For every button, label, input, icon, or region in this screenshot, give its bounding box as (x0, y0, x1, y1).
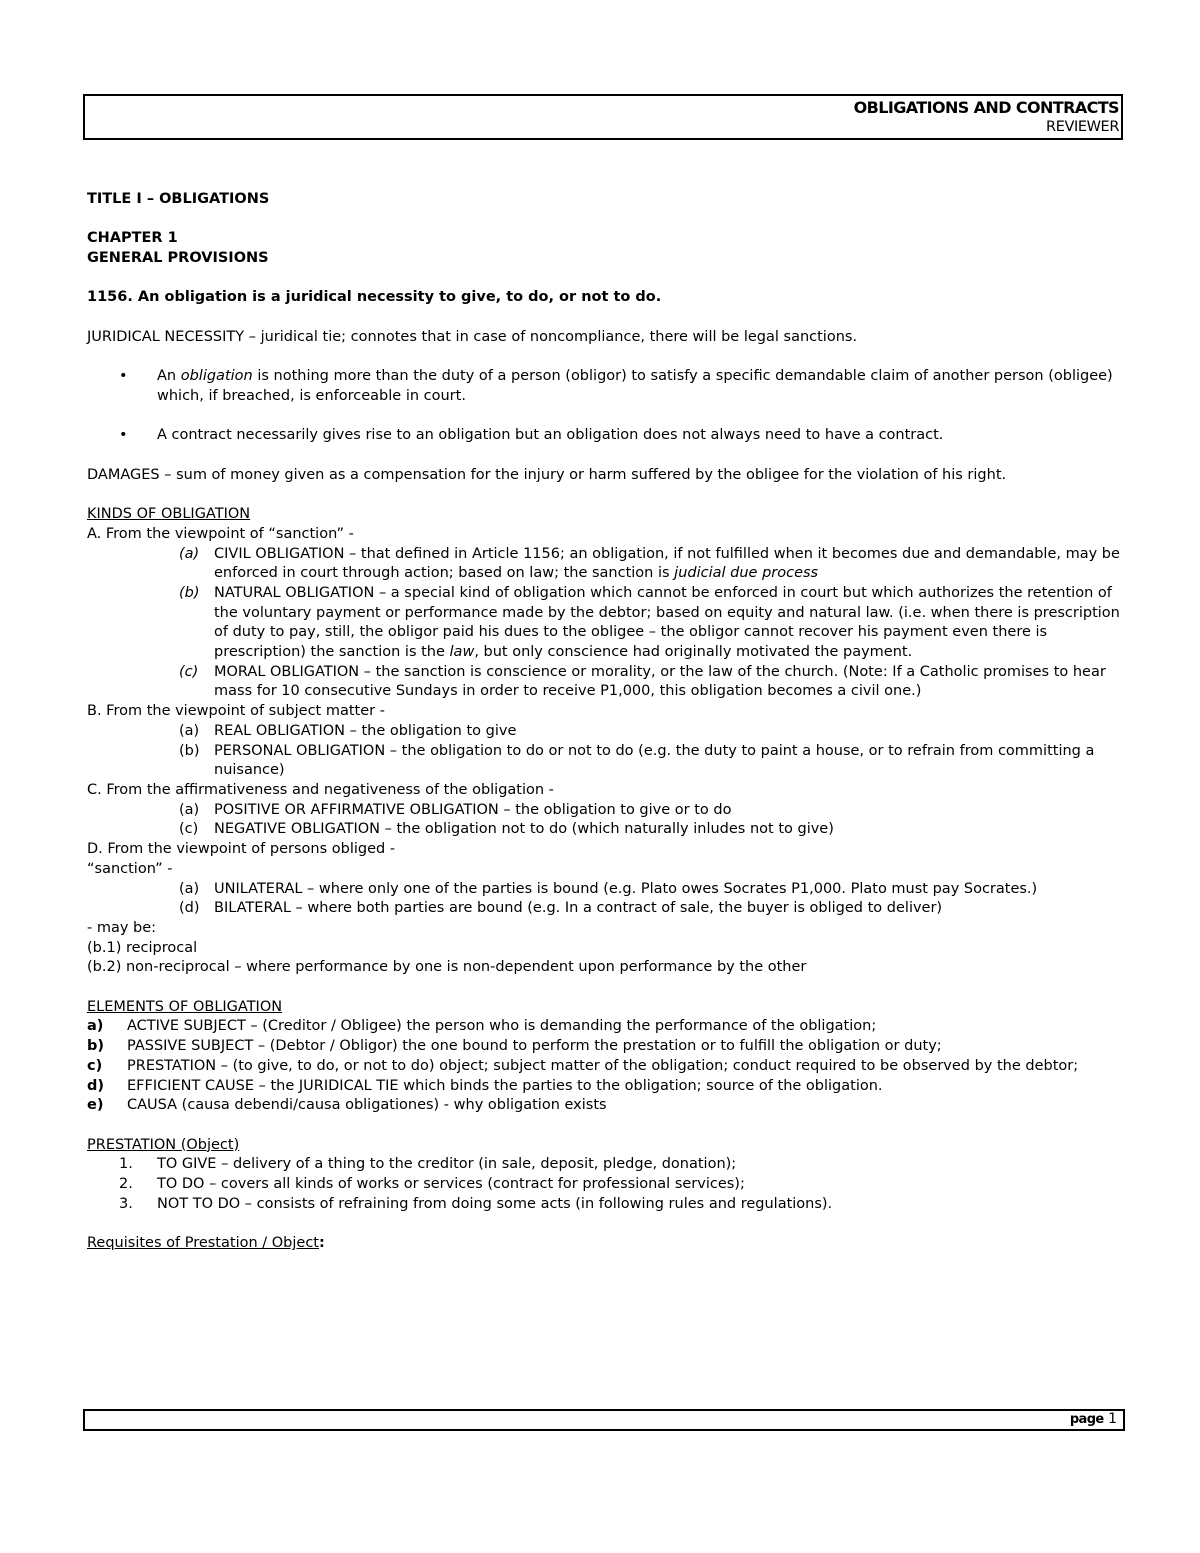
kinds-item: (b) PERSONAL OBLIGATION – the obligation to do or not to do (e.g. the duty to paint a house, or to refrain from committing a nuisance) (179, 742, 1095, 779)
kinds-b-heading: B. From the viewpoint of subject matter - (87, 703, 385, 720)
non-reciprocal-line: (b.2) non-reciprocal – where performance by one is non-dependent upon performance by the other (87, 959, 807, 976)
kinds-c-heading: C. From the affirmativeness and negativeness of the obligation - (87, 781, 554, 798)
chapter-heading: CHAPTER 1 (87, 230, 178, 247)
element-item: e) CAUSA (causa debendi/causa obligationes) - why obligation exists (87, 1097, 607, 1114)
chapter-name: GENERAL PROVISIONS (87, 250, 269, 267)
bullet-item: • A contract necessarily gives rise to an obligation but an obligation does not always need to have a contract. (87, 426, 1127, 446)
prestation-item: 1. TO GIVE – delivery of a thing to the creditor (in sale, deposit, pledge, donation); (119, 1156, 737, 1173)
kinds-d-heading: D. From the viewpoint of persons obliged - (87, 841, 396, 858)
bullet-icon: • (119, 427, 128, 444)
element-item: c) PRESTATION – (to give, to do, or not to do) object; subject matter of the obligation; conduct required to be observed by the debtor; (87, 1057, 1079, 1074)
kinds-heading: KINDS OF OBLIGATION (87, 506, 251, 523)
element-item: a) ACTIVE SUBJECT – (Creditor / Obligee) the person who is demanding the performance of the obligation; (87, 1018, 877, 1035)
damages-definition: DAMAGES – sum of money given as a compensation for the injury or harm suffered by the obligee for the violation of his right. (87, 466, 1007, 483)
document-subtitle: REVIEWER (1046, 119, 1119, 135)
prestation-heading: PRESTATION (Object) (87, 1136, 240, 1153)
kinds-item: (b) NATURAL OBLIGATION – a special kind of obligation which cannot be enforced in court but which authorizes the retention of the voluntary payment or performance made by the debtor; based on equity and natural law. (i.e. when there is prescription of duty to pay, still, the obligor paid his dues to the obligee – the obligor cannot recover his payment even there is prescription) the sanction is the law, but only conscience had originally motivated the payment. (179, 584, 1120, 661)
document-title: OBLIGATIONS AND CONTRACTS (853, 98, 1119, 117)
prestation-item: 2. TO DO – covers all kinds of works or services (contract for professional services); (119, 1176, 745, 1193)
elements-heading: ELEMENTS OF OBLIGATION (87, 998, 283, 1015)
title-heading: TITLE I – OBLIGATIONS (87, 191, 270, 207)
page-number: page 1 (1069, 1411, 1117, 1427)
bullet-icon: • (119, 368, 128, 385)
may-be-line: - may be: (87, 919, 157, 936)
kinds-item: (c) NEGATIVE OBLIGATION – the obligation not to do (which naturally inludes not to give) (179, 821, 834, 838)
kinds-item: (a) CIVIL OBLIGATION – that defined in Article 1156; an obligation, if not fulfilled when it becomes due and demandable, may be enforced in court through action; based on law; the sanction is judicial due process (179, 545, 1120, 582)
kinds-item: (a) REAL OBLIGATION – the obligation to give (179, 722, 517, 739)
kinds-item: (c) MORAL OBLIGATION – the sanction is conscience or morality, or the law of the church. (Note: If a Catholic promises to hear mass for 10 consecutive Sundays in order to receive P1,000, this obligation becomes a civil one.) (179, 663, 1106, 700)
element-item: d) EFFICIENT CAUSE – the JURIDICAL TIE which binds the parties to the obligation; source of the obligation. (87, 1077, 883, 1094)
juridical-necessity-definition: JURIDICAL NECESSITY – juridical tie; connotes that in case of noncompliance, there will be legal sanctions. (87, 328, 858, 345)
kinds-item: (a) UNILATERAL – where only one of the parties is bound (e.g. Plato owes Socrates P1,000. Plato must pay Socrates.) (179, 880, 1038, 897)
kinds-item: (a) POSITIVE OR AFFIRMATIVE OBLIGATION – the obligation to give or to do (179, 801, 732, 818)
footer-box (83, 1409, 1125, 1431)
element-item: b) PASSIVE SUBJECT – (Debtor / Obligor) the one bound to perform the prestation or to fulfill the obligation or duty; (87, 1038, 942, 1055)
kinds-item: (d) BILATERAL – where both parties are bound (e.g. In a contract of sale, the buyer is obliged to deliver) (179, 900, 943, 917)
prestation-item: 3. NOT TO DO – consists of refraining from doing some acts (in following rules and regulations). (119, 1195, 833, 1212)
reciprocal-line: (b.1) reciprocal (87, 939, 198, 956)
article-1156: 1156. An obligation is a juridical necessity to give, to do, or not to do. (87, 289, 662, 306)
kinds-a-heading: A. From the viewpoint of “sanction” - (87, 525, 354, 542)
kinds-d-sanction: “sanction” - (87, 860, 173, 877)
bullet-item: • An obligation is nothing more than the duty of a person (obligor) to satisfy a specific demandable claim of another person (obligee) which, if breached, is enforceable in court. (119, 368, 1113, 404)
requisites-heading: Requisites of Prestation / Object: (87, 1235, 325, 1252)
document-body (87, 190, 1127, 1254)
header-box (83, 94, 1123, 140)
